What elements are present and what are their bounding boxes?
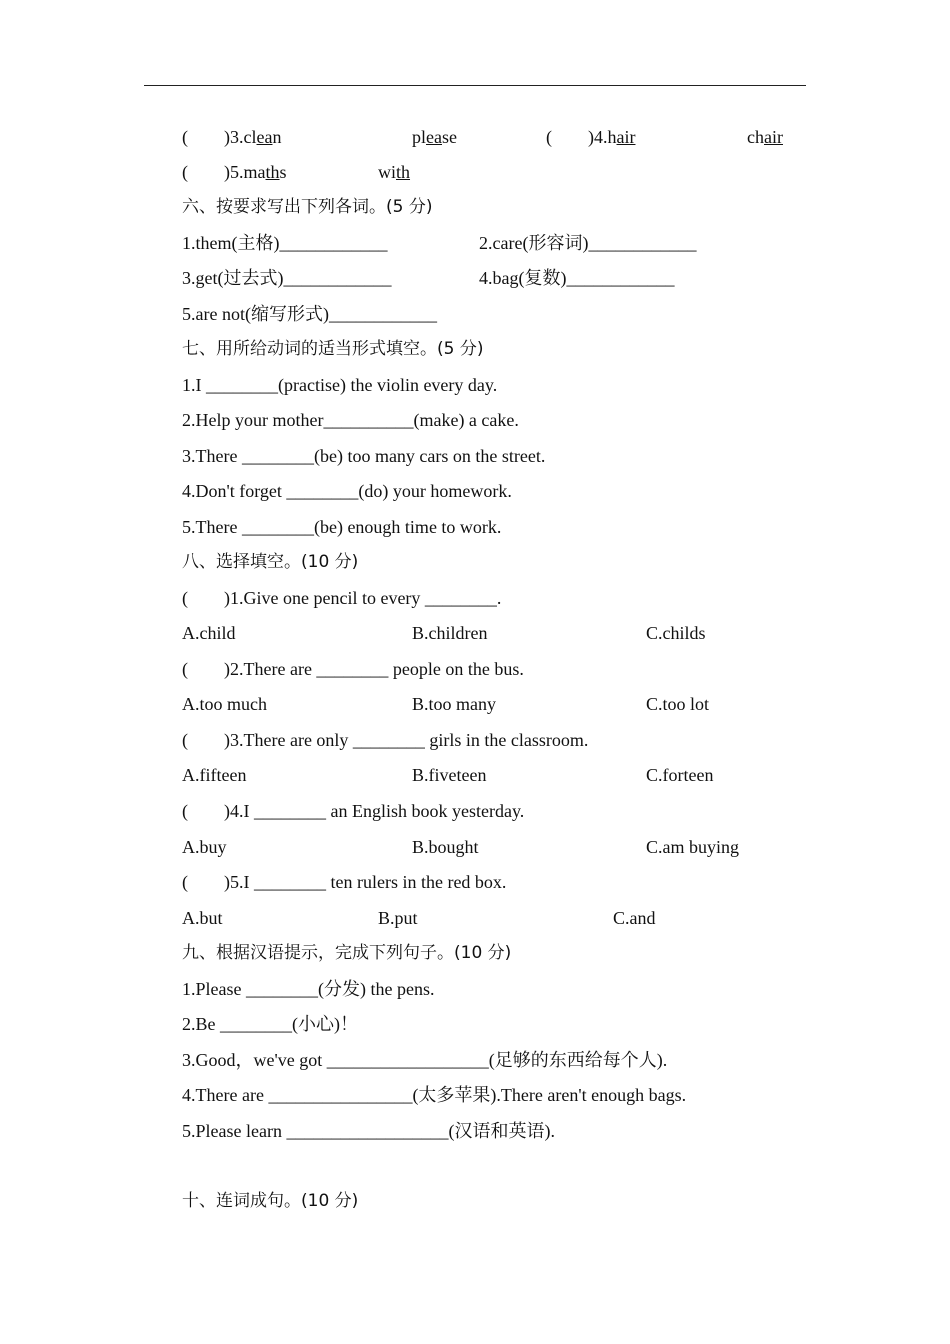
word-part: wi: [378, 162, 396, 182]
word-part: cl: [243, 127, 257, 147]
section-6-heading: 六、按要求写出下列各词。(5 分): [182, 197, 433, 217]
word-part: ch: [747, 127, 764, 147]
header-rule: [144, 85, 806, 86]
mc-question-3: ( )3.There are only ________ girls in the classroom.: [182, 730, 589, 750]
underlined-letters: ea: [426, 127, 442, 147]
phonics-q4-compare-word: [747, 125, 783, 149]
word-part: se: [442, 127, 457, 147]
phonics-q5: [182, 160, 287, 184]
mc-2-option-a: A.too much: [182, 694, 267, 714]
mc-question-5: ( )5.I ________ ten rulers in the red box.: [182, 872, 507, 892]
section-9-item-4: 4.There are ________________(太多苹果).There aren't enough bags.: [182, 1085, 687, 1105]
mc-5-option-b: B.put: [378, 908, 418, 928]
mc-5-option-a: A.but: [182, 908, 223, 928]
word-part: pl: [412, 127, 427, 147]
phonics-q4: [546, 125, 635, 149]
mc-2-option-b: B.too many: [412, 694, 496, 714]
question-number: 4.: [594, 127, 608, 147]
answer-blank: ( ): [182, 127, 230, 147]
mc-4-option-c: C.am buying: [646, 837, 739, 857]
mc-3-option-c: C.forteen: [646, 765, 714, 785]
section-6-item-3: 3.get(过去式)____________: [182, 268, 392, 288]
question-number: 3.: [230, 127, 244, 147]
mc-question-4: ( )4.I ________ an English book yesterday.: [182, 801, 525, 821]
section-7-heading: 七、用所给动词的适当形式填空。(5 分): [182, 339, 484, 359]
mc-1-option-b: B.children: [412, 623, 488, 643]
section-6-item-1: 1.them(主格)____________: [182, 233, 388, 253]
section-7-item-1: 1.I ________(practise) the violin every day.: [182, 375, 498, 395]
mc-3-option-b: B.fiveteen: [412, 765, 487, 785]
section-7-item-2: 2.Help your mother__________(make) a cake.: [182, 410, 519, 430]
word-part: s: [279, 162, 287, 182]
section-7-item-3: 3.There ________(be) too many cars on the street.: [182, 446, 546, 466]
mc-question-2: ( )2.There are ________ people on the bus.: [182, 659, 524, 679]
mc-3-option-a: A.fifteen: [182, 765, 247, 785]
section-6-item-5: 5.are not(缩写形式)____________: [182, 304, 437, 324]
section-7-item-5: 5.There ________(be) enough time to work.: [182, 517, 502, 537]
underlined-letters: th: [265, 162, 280, 182]
mc-1-option-c: C.childs: [646, 623, 706, 643]
question-number: 5.: [230, 162, 244, 182]
section-9-item-5: 5.Please learn __________________(汉语和英语).: [182, 1121, 555, 1141]
section-7-item-4: 4.Don't forget ________(do) your homework.: [182, 481, 512, 501]
mc-1-option-a: A.child: [182, 623, 236, 643]
section-10-heading: 十、连词成句。(10 分): [182, 1191, 359, 1211]
section-8-heading: 八、选择填空。(10 分): [182, 552, 359, 572]
mc-4-option-a: A.buy: [182, 837, 227, 857]
word-part: ma: [243, 162, 266, 182]
underlined-letters: air: [616, 127, 636, 147]
section-6-item-4: 4.bag(复数)____________: [479, 268, 675, 288]
word-part: h: [607, 127, 617, 147]
underlined-letters: ea: [256, 127, 273, 147]
underlined-letters: air: [764, 127, 783, 147]
mc-question-1: ( )1.Give one pencil to every ________.: [182, 588, 502, 608]
mc-5-option-c: C.and: [613, 908, 656, 928]
section-9-heading: 九、根据汉语提示，完成下列句子。(10 分): [182, 943, 512, 963]
phonics-q3: [182, 125, 281, 149]
section-9-item-1: 1.Please ________(分发) the pens.: [182, 979, 435, 999]
section-6-item-2: 2.care(形容词)____________: [479, 233, 697, 253]
word-part: n: [272, 127, 282, 147]
phonics-q3-compare-word: [412, 125, 457, 149]
underlined-letters: th: [396, 162, 411, 182]
answer-blank: ( ): [546, 127, 594, 147]
mc-2-option-c: C.too lot: [646, 694, 710, 714]
answer-blank: ( ): [182, 162, 230, 182]
section-9-item-2: 2.Be ________(小心)！: [182, 1014, 358, 1034]
section-9-item-3: 3.Good，we've got __________________(足够的东西给每个人).: [182, 1050, 668, 1070]
phonics-q5-compare-word: [378, 160, 410, 184]
mc-4-option-b: B.bought: [412, 837, 479, 857]
